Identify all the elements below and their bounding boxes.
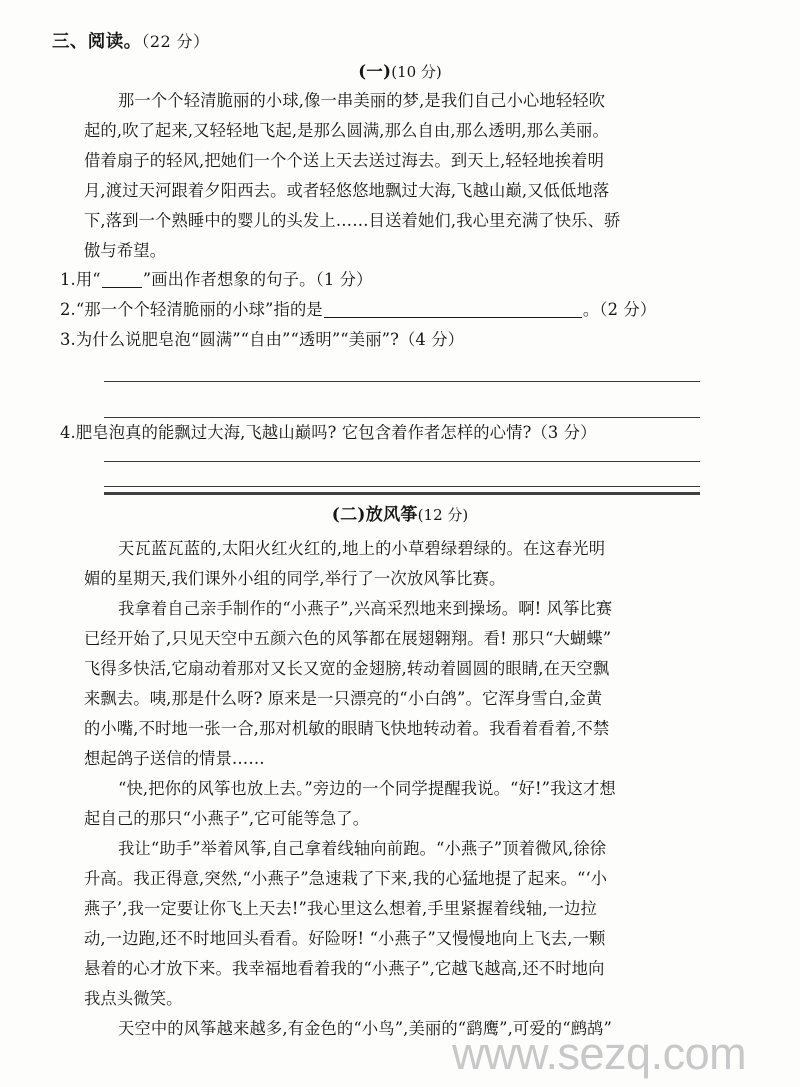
- question-1-points: （1 分）: [315, 270, 373, 289]
- question-1: [60, 272, 373, 288]
- part-two-label: (二): [331, 505, 366, 525]
- question-4: [60, 425, 597, 441]
- passage-line: 那一个个轻清脆丽的小球,像一串美丽的梦,是我们自己小心地轻轻吹: [118, 91, 606, 110]
- question-4-points: （3 分）: [531, 423, 597, 442]
- question-2-text-post: 。: [582, 300, 600, 319]
- passage-line: 想起鸽子送信的情景……: [84, 749, 265, 768]
- question-3: [60, 332, 464, 348]
- part-one-label: (一): [358, 62, 392, 81]
- passage-line: 燕子’,我一定要让你飞上天去!”我心里这么想着,手里紧握着线轴,一边拉: [84, 899, 597, 918]
- passage-line: 飞得多快活,它扇动着那对又长又宽的金翅膀,转动着圆圆的眼睛,在天空飘: [84, 659, 610, 678]
- passage-line: 我点头微笑。: [84, 989, 183, 1008]
- passage-line: 起自己的那只“小燕子”,它可能等急了。: [84, 809, 370, 828]
- question-3-number: 3.: [60, 330, 76, 349]
- part-two-heading: [0, 500, 800, 525]
- section-heading-label: 三、阅读。: [52, 32, 142, 52]
- passage-line: 下,落到一个熟睡中的婴儿的头发上……目送着她们,我心里充满了快乐、骄: [84, 211, 621, 230]
- question-3-text: 为什么说肥皂泡“圆满”“自由”“透明”“美丽”?: [75, 330, 399, 349]
- question-2-answer-blank[interactable]: [324, 317, 582, 318]
- passage-line: 动,一边跑,还不时地回头看看。好险呀! “小燕子”又慢慢地向上飞去,一颗: [84, 929, 606, 948]
- passage-line: 借着扇子的轻风,把她们一个个送上天去送过海去。到天上,轻轻地挨着明: [84, 151, 605, 170]
- answer-line[interactable]: [104, 417, 700, 418]
- answer-line[interactable]: [104, 381, 700, 382]
- question-1-number: 1.: [60, 270, 76, 289]
- question-1-text-post: ”画出作者想象的句子。: [142, 270, 316, 289]
- passage-line: 来飘去。咦,那是什么呀? 原来是一只漂亮的“小白鸽”。它浑身雪白,金黄: [84, 689, 603, 708]
- passage-line: 已经开始了,只见天空中五颜六色的风筝都在展翅翱翔。看! 那只“大蝴蝶”: [84, 629, 612, 648]
- part-two-divider: [104, 492, 700, 495]
- site-watermark: www.sezq.com: [452, 1028, 747, 1079]
- question-1-text-pre: 用“: [75, 270, 101, 289]
- question-2-text-pre: “那一个个轻清脆丽的小球”指的是: [75, 300, 323, 319]
- passage-line: 悬着的心才放下来。我幸福地看着我的“小燕子”,它越飞越高,还不时地向: [84, 959, 605, 978]
- passage-line: 起的,吹了起来,又轻轻地飞起,是那么圆满,那么自由,那么透明,那么美丽。: [84, 121, 609, 140]
- question-2: [60, 302, 656, 318]
- part-one-points: (10 分): [391, 63, 442, 81]
- passage-line: 我拿着自己亲手制作的“小燕子”,兴高采烈地来到操场。啊! 风筝比赛: [118, 599, 613, 618]
- passage-line: 我让“助手”举着风筝,自己拿着线轴向前跑。“小燕子”顶着微风,徐徐: [118, 839, 607, 858]
- question-1-answer-blank[interactable]: [102, 287, 142, 288]
- question-2-number: 2.: [60, 300, 76, 319]
- passage-line: 月,渡过天河跟着夕阳西去。或者轻悠悠地飘过大海,飞越山巅,又低低地落: [84, 181, 610, 200]
- passage-line: 天瓦蓝瓦蓝的,太阳火红火红的,地上的小草碧绿碧绿的。在这春光明: [118, 539, 606, 558]
- question-4-text: 肥皂泡真的能飘过大海,飞越山巅吗? 它包含着作者怎样的心情?: [75, 423, 532, 442]
- part-one-heading: [0, 58, 800, 82]
- answer-line[interactable]: [104, 486, 700, 487]
- passage-line: 天空中的风筝越来越多,有金色的“小鸟”,美丽的“鹞鹰”,可爱的“鹧鸪”: [118, 1019, 613, 1038]
- section-heading-points: （22 分）: [141, 32, 210, 51]
- passage-line: 的小嘴,不时地一张一合,那对机敏的眼睛飞快地转动着。我看着看着,不禁: [84, 719, 610, 738]
- question-3-points: （4 分）: [398, 330, 465, 349]
- passage-line: “快,把你的风筝也放上去。”旁边的一个同学提醒我说。“好!”我这才想: [118, 779, 616, 798]
- passage-line: 傲与希望。: [84, 241, 167, 260]
- passage-line: 媚的星期天,我们课外小组的同学,举行了一次放风筝比赛。: [84, 569, 506, 588]
- answer-line[interactable]: [104, 461, 700, 462]
- part-two-title: 放风筝: [365, 505, 418, 525]
- question-4-number: 4.: [60, 423, 76, 442]
- section-heading: [52, 28, 209, 53]
- passage-line: 升高。我正得意,突然,“小燕子”急速栽了下来,我的心猛地提了起来。“‘小: [84, 869, 608, 888]
- part-two-points: (12 分): [417, 506, 469, 524]
- question-2-points: （2 分）: [599, 300, 657, 319]
